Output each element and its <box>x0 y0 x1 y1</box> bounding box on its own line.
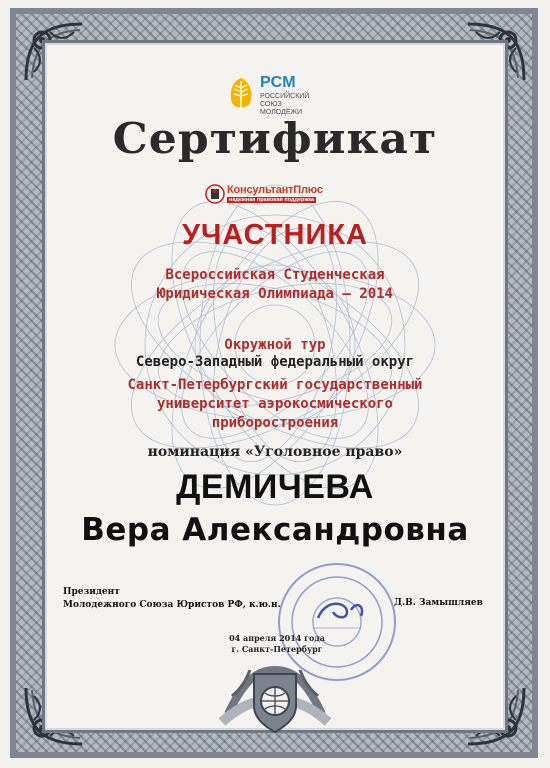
university-line-1: Санкт-Петербургский государственный <box>127 377 423 393</box>
issue-date: 04 апреля 2014 года <box>229 633 325 643</box>
university-line-2: университет аэрокосмического <box>156 396 393 412</box>
nomination: номинация «Уголовное право» <box>147 444 403 460</box>
consultant-plus-name: КонсультантПлюс <box>227 184 323 196</box>
recipient-given-names: Вера Александровна <box>81 512 469 548</box>
rsm-logo-subtitle-line1: РОССИЙСКИЙ СОЮЗ <box>260 93 310 108</box>
signatory-role-line1: Президент <box>63 587 120 597</box>
consultant-plus-icon <box>205 184 225 204</box>
leaf-logo-icon <box>226 76 256 112</box>
olympiad-line-2: Юридическая Олимпиада – 2014 <box>156 286 393 302</box>
rsm-logo-subtitle-line2: МОЛОДЁЖИ <box>260 109 302 116</box>
bottom-emblem-icon <box>212 652 338 740</box>
olympiad-name <box>90 266 460 304</box>
consultant-plus-logo <box>205 184 349 212</box>
university-name <box>90 376 460 433</box>
consultant-plus-tagline: надежная правовая поддержка <box>229 197 315 203</box>
certificate-title: Сертификат <box>112 114 438 163</box>
recipient-surname: ДЕМИЧЕВА <box>176 468 374 506</box>
federal-district: Северо-Западный федеральный округ <box>135 354 415 370</box>
signatory-name: Д.В. Замышляев <box>394 598 483 608</box>
olympiad-line-1: Всероссийская Студенческая <box>165 267 385 283</box>
rsm-logo-name: РСМ <box>260 74 296 91</box>
university-line-3: приборостроения <box>211 415 339 431</box>
tour-label: Окружной тур <box>224 337 326 353</box>
issue-place: г. Санкт-Петербург <box>231 644 323 654</box>
certificate-type: УЧАСТНИКА <box>181 219 368 251</box>
signatory-role-line2: Молодежного Союза Юристов РФ, к.ю.н. <box>63 600 281 610</box>
signatory-role <box>63 586 281 612</box>
